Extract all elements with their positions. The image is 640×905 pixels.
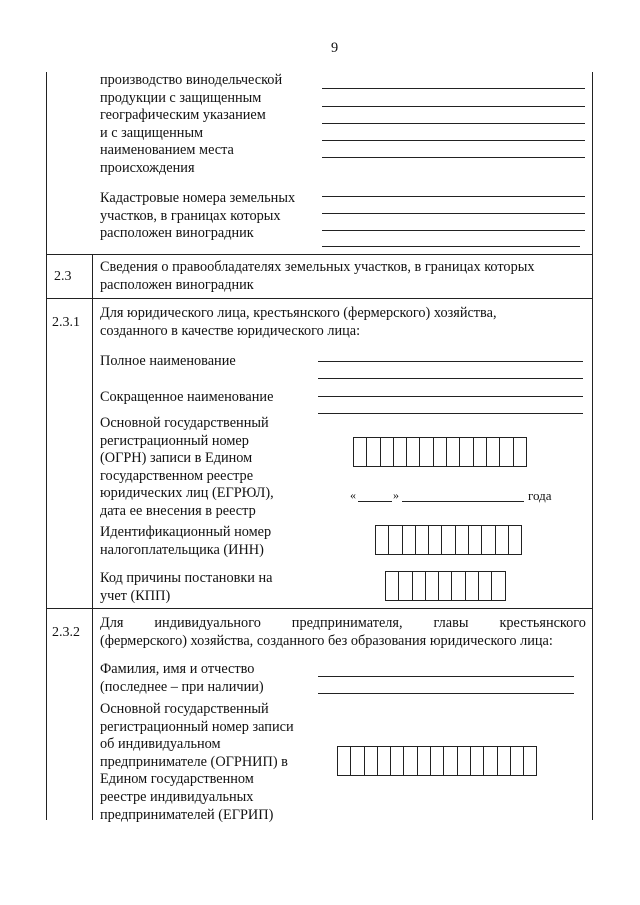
ogrnip-input-boxes[interactable]	[337, 746, 537, 776]
digit-box[interactable]	[473, 437, 487, 467]
digit-box[interactable]	[451, 571, 465, 601]
cadastral-fill-line[interactable]	[322, 230, 585, 231]
digit-box[interactable]	[486, 437, 500, 467]
fill-line[interactable]	[322, 88, 585, 89]
digit-box[interactable]	[402, 525, 416, 555]
date-month-year-field[interactable]	[402, 501, 524, 502]
ogrn-label: Основной государственный регистрационный номер (ОГРН) записи в Едином государственном реестре юридических лиц (ЕГРЮЛ), дата ее внесения в реестр	[100, 415, 274, 519]
cadastral-numbers-label: Кадастровые номера земельных участков, в границах которых расположен виноградник	[100, 190, 296, 242]
section-2-3-heading: Сведения о правообладателях земельных участков, в границах которых расположен виноградник	[100, 259, 535, 293]
table-left-border	[46, 72, 47, 820]
table-right-border	[592, 72, 593, 820]
digit-box[interactable]	[523, 746, 537, 776]
digit-box[interactable]	[388, 525, 402, 555]
page-number: 9	[331, 40, 339, 56]
date-day-field[interactable]	[358, 501, 392, 502]
inn-label: Идентификационный номер налогоплательщика (ИНН)	[100, 524, 272, 558]
digit-box[interactable]	[337, 746, 351, 776]
digit-box[interactable]	[403, 746, 417, 776]
digit-box[interactable]	[510, 746, 524, 776]
date-close-quote: »	[393, 488, 399, 502]
digit-box[interactable]	[457, 746, 471, 776]
digit-box[interactable]	[443, 746, 457, 776]
cadastral-fill-line[interactable]	[322, 213, 585, 214]
cadastral-fill-line[interactable]	[322, 246, 580, 247]
fill-line[interactable]	[322, 106, 585, 107]
date-suffix: года	[528, 488, 552, 503]
section-number-2-3: 2.3	[54, 269, 72, 284]
fill-line[interactable]	[322, 140, 585, 141]
digit-box[interactable]	[499, 437, 513, 467]
digit-box[interactable]	[430, 746, 444, 776]
ogrnip-label: Основной государственный регистрационный номер записи об индивидуальном предпринимателе (ОГРНИП) в Едином государственном реестре индивидуальных предпринимателей (ЕГРИП)	[100, 701, 294, 823]
digit-box[interactable]	[377, 746, 391, 776]
digit-box[interactable]	[380, 437, 394, 467]
digit-box[interactable]	[465, 571, 479, 601]
digit-box[interactable]	[366, 437, 380, 467]
digit-box[interactable]	[470, 746, 484, 776]
digit-box[interactable]	[425, 571, 439, 601]
digit-box[interactable]	[406, 437, 420, 467]
cadastral-fill-line[interactable]	[322, 196, 585, 197]
digit-box[interactable]	[438, 571, 452, 601]
section-2-3-2-intro-line2: (фермерского) хозяйства, созданного без образования юридического лица:	[100, 633, 553, 649]
table-number-column-border	[92, 254, 93, 820]
fill-line[interactable]	[322, 157, 585, 158]
short-name-field[interactable]	[318, 396, 583, 397]
digit-box[interactable]	[513, 437, 527, 467]
digit-box[interactable]	[446, 437, 460, 467]
kpp-input-boxes[interactable]	[385, 571, 506, 601]
row-divider-2-3-2	[46, 608, 592, 609]
fill-line[interactable]	[322, 123, 585, 124]
digit-box[interactable]	[393, 437, 407, 467]
short-name-field[interactable]	[318, 413, 583, 414]
digit-box[interactable]	[491, 571, 505, 601]
digit-box[interactable]	[459, 437, 473, 467]
digit-box[interactable]	[390, 746, 404, 776]
short-name-label: Сокращенное наименование	[100, 389, 274, 405]
section-2-3-2-intro-line1: Для индивидуального предпринимателя, главы крестьянского	[100, 615, 586, 631]
row-divider-2-3	[46, 254, 592, 255]
digit-box[interactable]	[495, 525, 509, 555]
digit-box[interactable]	[481, 525, 495, 555]
digit-box[interactable]	[478, 571, 492, 601]
digit-box[interactable]	[428, 525, 442, 555]
fio-label: Фамилия, имя и отчество (последнее – при наличии)	[100, 661, 264, 695]
digit-box[interactable]	[350, 746, 364, 776]
fio-field[interactable]	[318, 693, 574, 694]
fio-field[interactable]	[318, 676, 574, 677]
digit-box[interactable]	[483, 746, 497, 776]
full-name-label: Полное наименование	[100, 353, 236, 369]
digit-box[interactable]	[364, 746, 378, 776]
digit-box[interactable]	[441, 525, 455, 555]
digit-box[interactable]	[433, 437, 447, 467]
wine-production-text: производство винодельческой продукции с защищенным географическим указанием и с защищенным наименованием места происхождения	[100, 72, 283, 176]
digit-box[interactable]	[455, 525, 469, 555]
digit-box[interactable]	[375, 525, 389, 555]
digit-box[interactable]	[353, 437, 367, 467]
inn-input-boxes[interactable]	[375, 525, 522, 555]
digit-box[interactable]	[497, 746, 511, 776]
digit-box[interactable]	[419, 437, 433, 467]
section-number-2-3-2: 2.3.2	[52, 625, 80, 640]
digit-box[interactable]	[415, 525, 429, 555]
full-name-field[interactable]	[318, 378, 583, 379]
ogrn-input-boxes[interactable]	[353, 437, 527, 467]
section-2-3-1-intro: Для юридического лица, крестьянского (фермерского) хозяйства, созданного в качестве юридического лица:	[100, 305, 497, 339]
digit-box[interactable]	[385, 571, 399, 601]
full-name-field[interactable]	[318, 361, 583, 362]
row-divider-2-3-1	[46, 298, 592, 299]
digit-box[interactable]	[417, 746, 431, 776]
digit-box[interactable]	[398, 571, 412, 601]
digit-box[interactable]	[468, 525, 482, 555]
kpp-label: Код причины постановки на учет (КПП)	[100, 570, 273, 604]
date-open-quote: «	[350, 488, 356, 502]
digit-box[interactable]	[508, 525, 522, 555]
digit-box[interactable]	[412, 571, 426, 601]
section-number-2-3-1: 2.3.1	[52, 315, 80, 330]
